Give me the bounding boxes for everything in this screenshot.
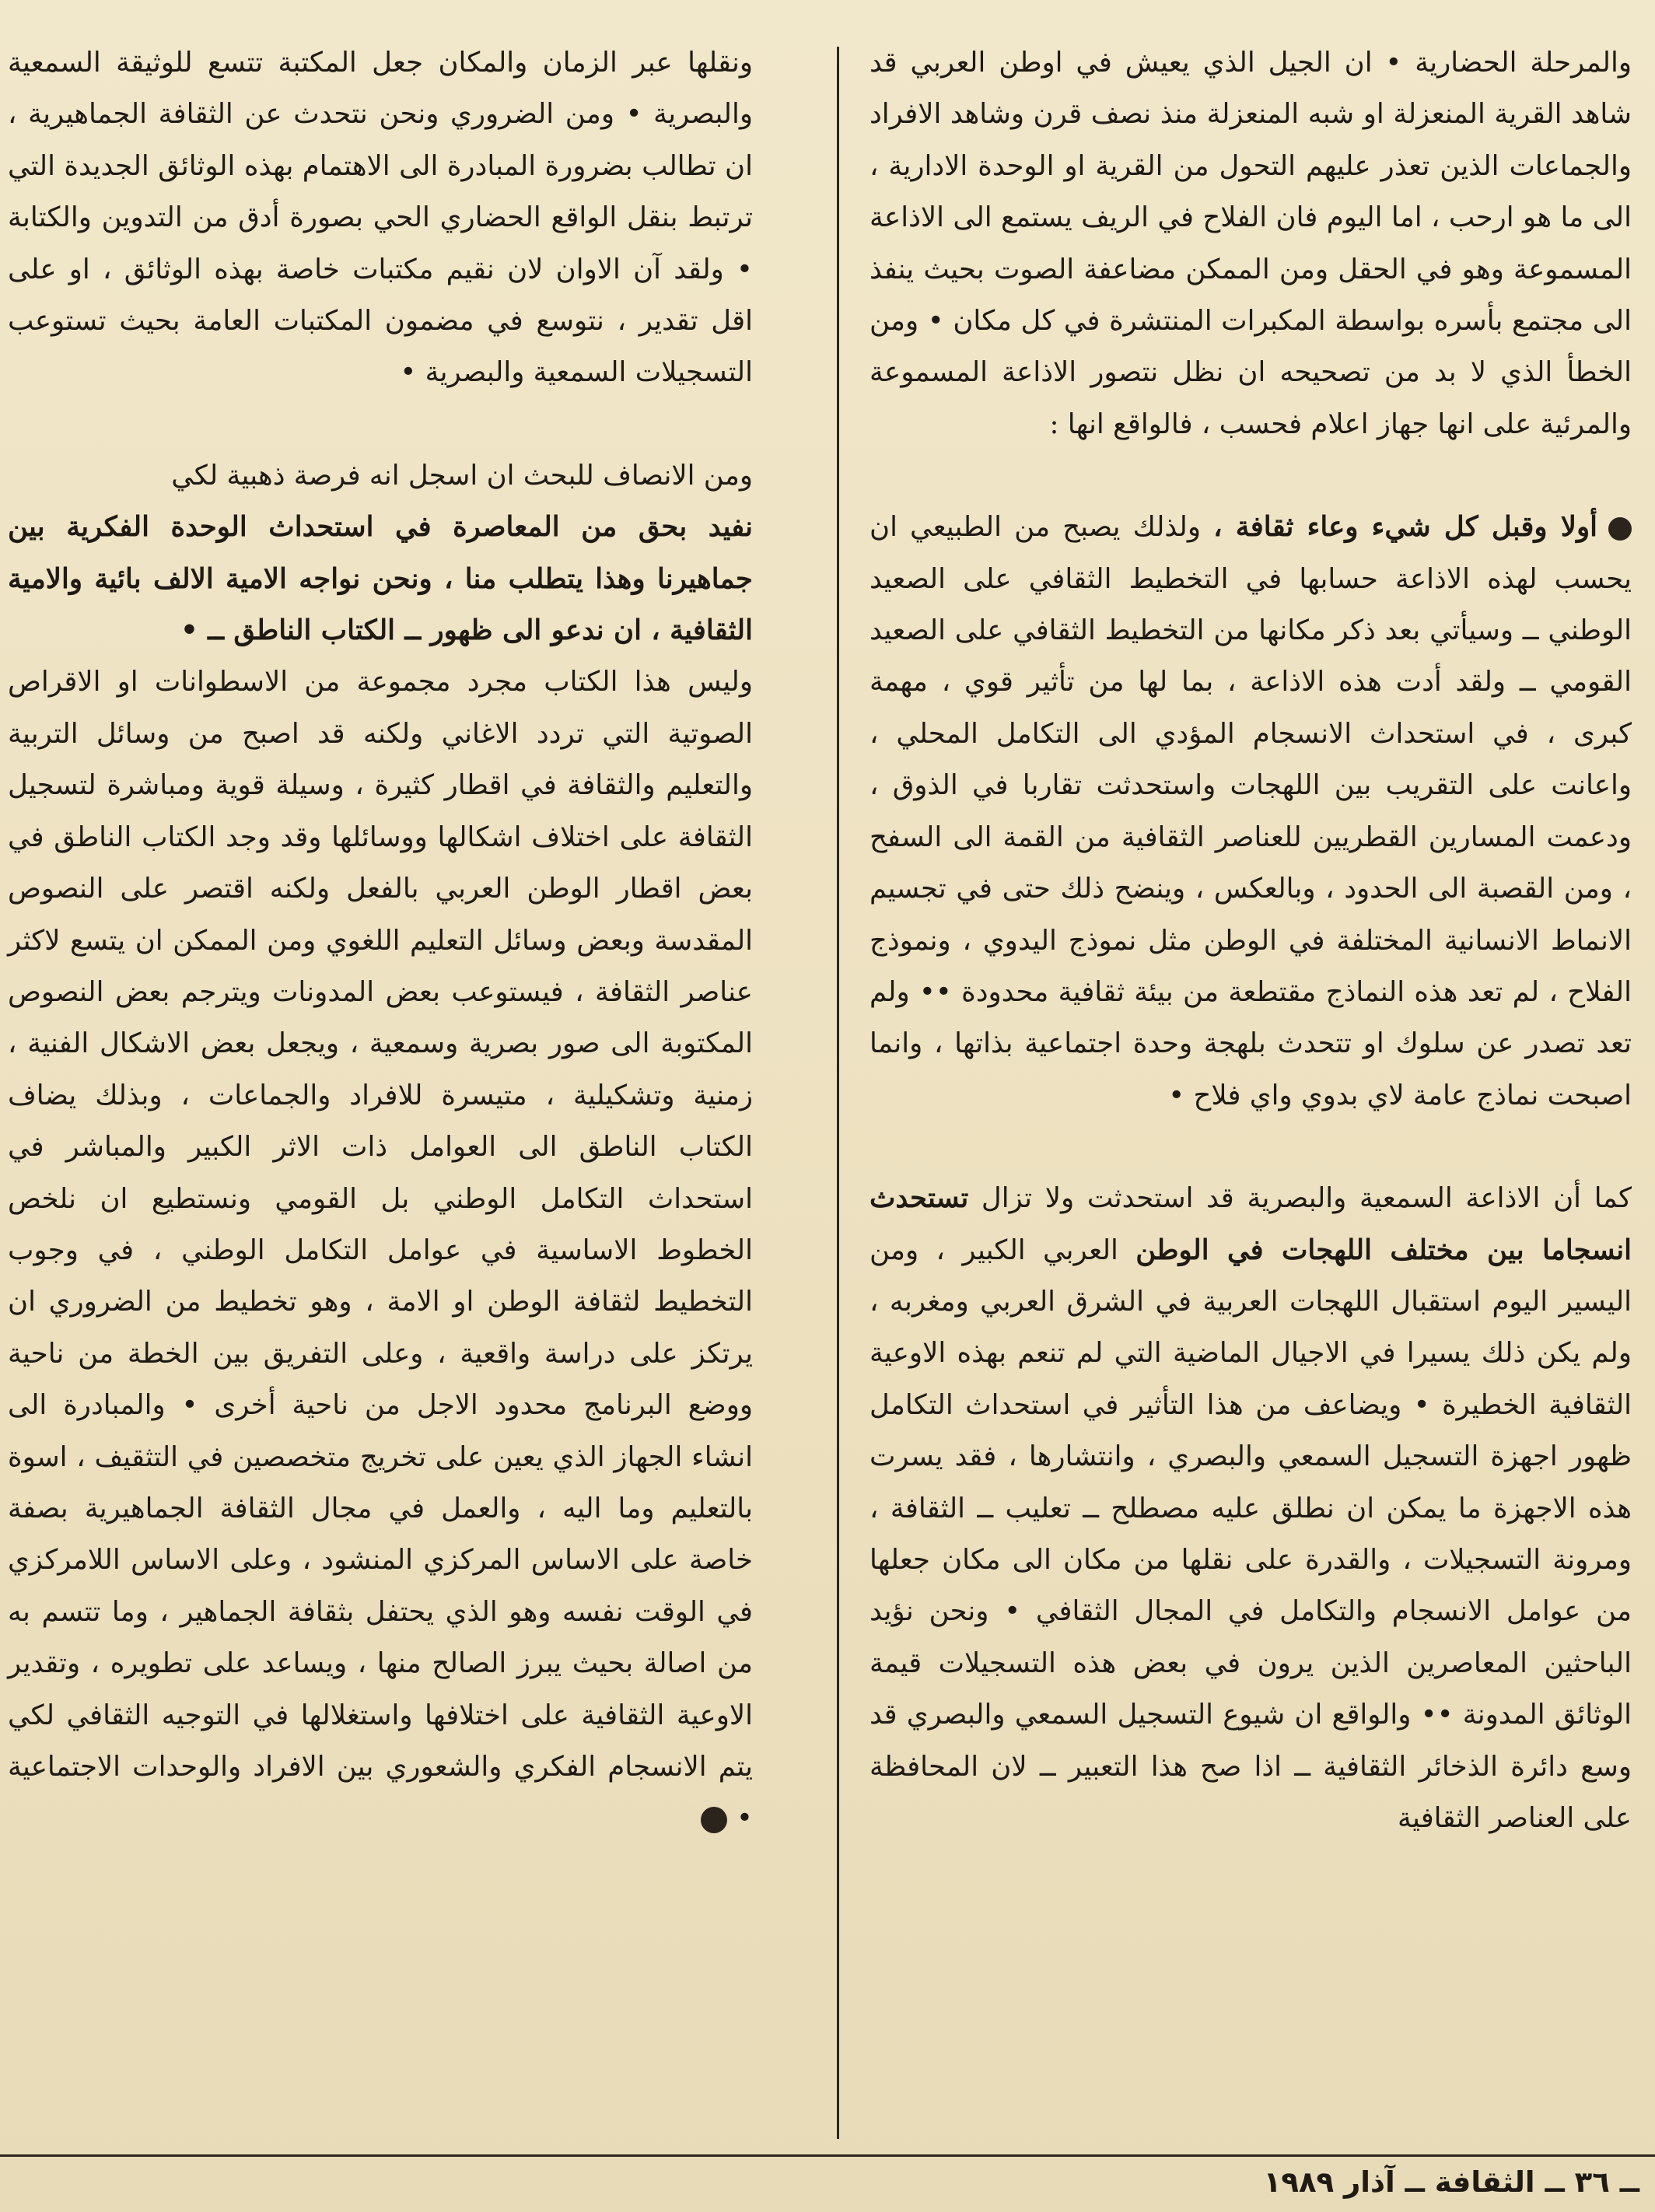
talking-book-text: وليس هذا الكتاب مجرد مجموعة من الاسطوانات او الاقراص الصوتية التي تردد الاغاني ولكنه قد اصبح من وسائل التربية والتعليم والثقافة في اقطار كثيرة ، وسيلة قوية ومباشرة لتسجيل الثقافة على اختلاف اشكالها ووسائلها وقد وجد الكتاب الناطق في بعض اقطار الوطن العربي بالفعل ولكنه اقتصر على النصوص المقدسة وبعض وسائل التعليم اللغوي ومن الممكن ان يتسع لاكثر عناصر الثقافة ، فيستوعب بعض المدونات ويترجم بعض النصوص المكتوبة الى صور بصرية وسمعية ، ويجعل بعض الاشكال الفنية ، زمنية وتشكيلية ، متيسرة للافراد والجماعات ، وبذلك يضاف الكتاب الناطق الى العوامل ذات الاثر الكبير والمباشر في استحداث التكامل الوطني بل القومي ونستطيع ان نلخص الخطوط الاساسية في عوامل التكامل الوطني ، في وجوب التخطيط لثقافة الوطن او الامة ، وهو تخطيط من الضروري ان يرتكز على دراسة واقعية ، وعلى التفريق بين الخطة من ناحية ووضع البرنامج محدود الاجل من ناحية أخرى • والمبادرة الى انشاء الجهاز الذي يعين على تخريج متخصصين في التثقيف ، اسوة بالتعليم وما اليه ، والعمل في مجال الثقافة الجماهيرية بصفة خاصة على الاساس المركزي المنشود ، وعلى الاساس اللامركزي في الوقت نفسه وهو الذي يحتفل بثقافة الجماهير ، وما تتسم به من اصالة بحيث يبرز الصالح منها ، ويساعد على تطويره ، وتقدير الاوعية الثقافية على اختلافها واستغلالها في التوجيه الثقافي لكي يتم الانسجام الفكري والشعوري بين الافراد والوحدات الاجتماعية • [8,666,753,1835]
paragraph-second [869,1173,1632,1844]
paragraph-golden-opportunity: ومن الانصاف للبحث ان اسجل انه فرصة ذهبية لكي [171,459,753,492]
paragraph-talking-book-heading: نفيد بحق من المعاصرة في استحداث الوحدة الفكرية بين جماهيرنا وهذا يتطلب منا ، ونحن نواجه الامية الالف بائية والامية الثقافية ، ان ندعو الى ظهور ــ الكتاب الناطق ــ • [8,511,753,647]
bullet-icon [1608,517,1632,541]
paragraph-talking-book [8,656,753,1844]
paragraph-first [869,502,1632,1122]
second-para-text: العربي الكبير ، ومن اليسير اليوم استقبال اللهجات العربية في الشرق العربي ومغربه ، ولم يكن ذلك يسيرا في الاجيال الماضية التي لم تنعم بهذه الاوعية الثقافية الخطيرة • ويضاعف من هذا التأثير في استحداث التكامل ظهور اجهزة التسجيل السمعي والبصري ، وانتشارها ، فقد يسرت هذه الاجهزة ما يمكن ان نطلق عليه مصطلح ــ تعليب ــ الثقافة ، ومرونة التسجيلات ، والقدرة على نقلها من مكان الى مكان جعلها من عوامل الانسجام والتكامل في المجال الثقافي • ونحن نؤيد الباحثين المعاصرين الذين يرون في بعض هذه التسجيلات قيمة الوثائق المدونة •• والواقع ان شيوع التسجيل السمعي والبصري قد وسع دائرة الذخائر الثقافية ــ اذا صح هذا التعبير ــ لان المحافظة على العناصر الثقافية [869,1234,1632,1834]
right-text-column [869,37,1632,1844]
first-point-heading: أولا وقبل كل شيء وعاء ثقافة ، [1213,511,1597,544]
second-para-lead: كما أن الاذاعة السمعية والبصرية قد استحدثت ولا تزال [968,1182,1632,1215]
paragraph-continued: ونقلها عبر الزمان والمكان جعل المكتبة تتسع للوثيقة السمعية والبصرية • ومن الضروري ونحن نتحدث عن الثقافة الجماهيرية ، ان تطالب بضرورة المبادرة الى الاهتمام بهذه الوثائق الجديدة التي ترتبط بنقل الواقع الحضاري الحي بصورة أدق من التدوين والكتابة • ولقد آن الاوان لان نقيم مكتبات خاصة بهذه الوثائق ، او على اقل تقدير ، نتوسع في مضمون المكتبات العامة بحيث تستوعب التسجيلات السمعية والبصرية • [8,47,753,389]
page-footer: ــ ٣٦ ــ الثقافة ــ آذار ١٩٨٩ [1263,2165,1639,2199]
left-text-column [8,37,753,1845]
paragraph-gap [8,399,753,450]
paragraph-gap [869,1122,1632,1173]
paragraph-intro: والمرحلة الحضارية • ان الجيل الذي يعيش في اوطن العربي قد شاهد القرية المنعزلة او شبه المنعزلة منذ نصف قرن وشاهد الافراد والجماعات الذين تعذر عليهم التحول من القرية او الوحدة الادارية ، الى ما هو ارحب ، اما اليوم فان الفلاح في الريف يستمع الى الاذاعة المسموعة وهو في الحقل ومن الممكن مضاعفة الصوت بحيث ينفذ الى مجتمع بأسره بواسطة المكبرات المنتشرة في كل مكان • ومن الخطأ الذي لا بد من تصحيحه ان نظل نتصور الاذاعة المسموعة والمرئية على انها جهاز اعلام فحسب ، فالواقع انها : [869,47,1632,440]
second-para-emphasis: تستحدث انسجاما بين مختلف اللهجات في الوطن [869,1182,1632,1266]
column-divider [837,47,839,2139]
paragraph-gap [869,450,1632,502]
end-of-article-icon [701,1807,727,1833]
first-point-text: ولذلك يصبح من الطبيعي ان يحسب لهذه الاذاعة حسابها في التخطيط الثقافي على الصعيد الوطني ــ وسيأتي بعد ذكر مكانها من التخطيط الثقافي على الصعيد القومي ــ ولقد أدت هذه الاذاعة ، بما لها من تأثير قوي ، مهمة كبرى ، في استحداث الانسجام المؤدي الى التكامل المحلي ، واعانت على التقريب بين اللهجات واستحدثت تقاربا في الذوق ، ودعمت المسارين القطريين للعناصر الثقافية من القمة الى السفح ، ومن القصبة الى الحدود ، وبالعكس ، وينضح ذلك حتى في تجسيم الانماط الانسانية المختلفة في الوطن مثل نموذج اليدوي ، ونموذج الفلاح ، لم تعد هذه النماذج مقتطعة من بيئة ثقافية محدودة •• ولم تعد تصدر عن سلوك او تتحدث بلهجة وحدة اجتماعية بذاتها ، وانما اصبحت نماذج عامة لاي بدوي واي فلاح • [869,511,1632,1111]
footer-rule [0,2154,1655,2157]
